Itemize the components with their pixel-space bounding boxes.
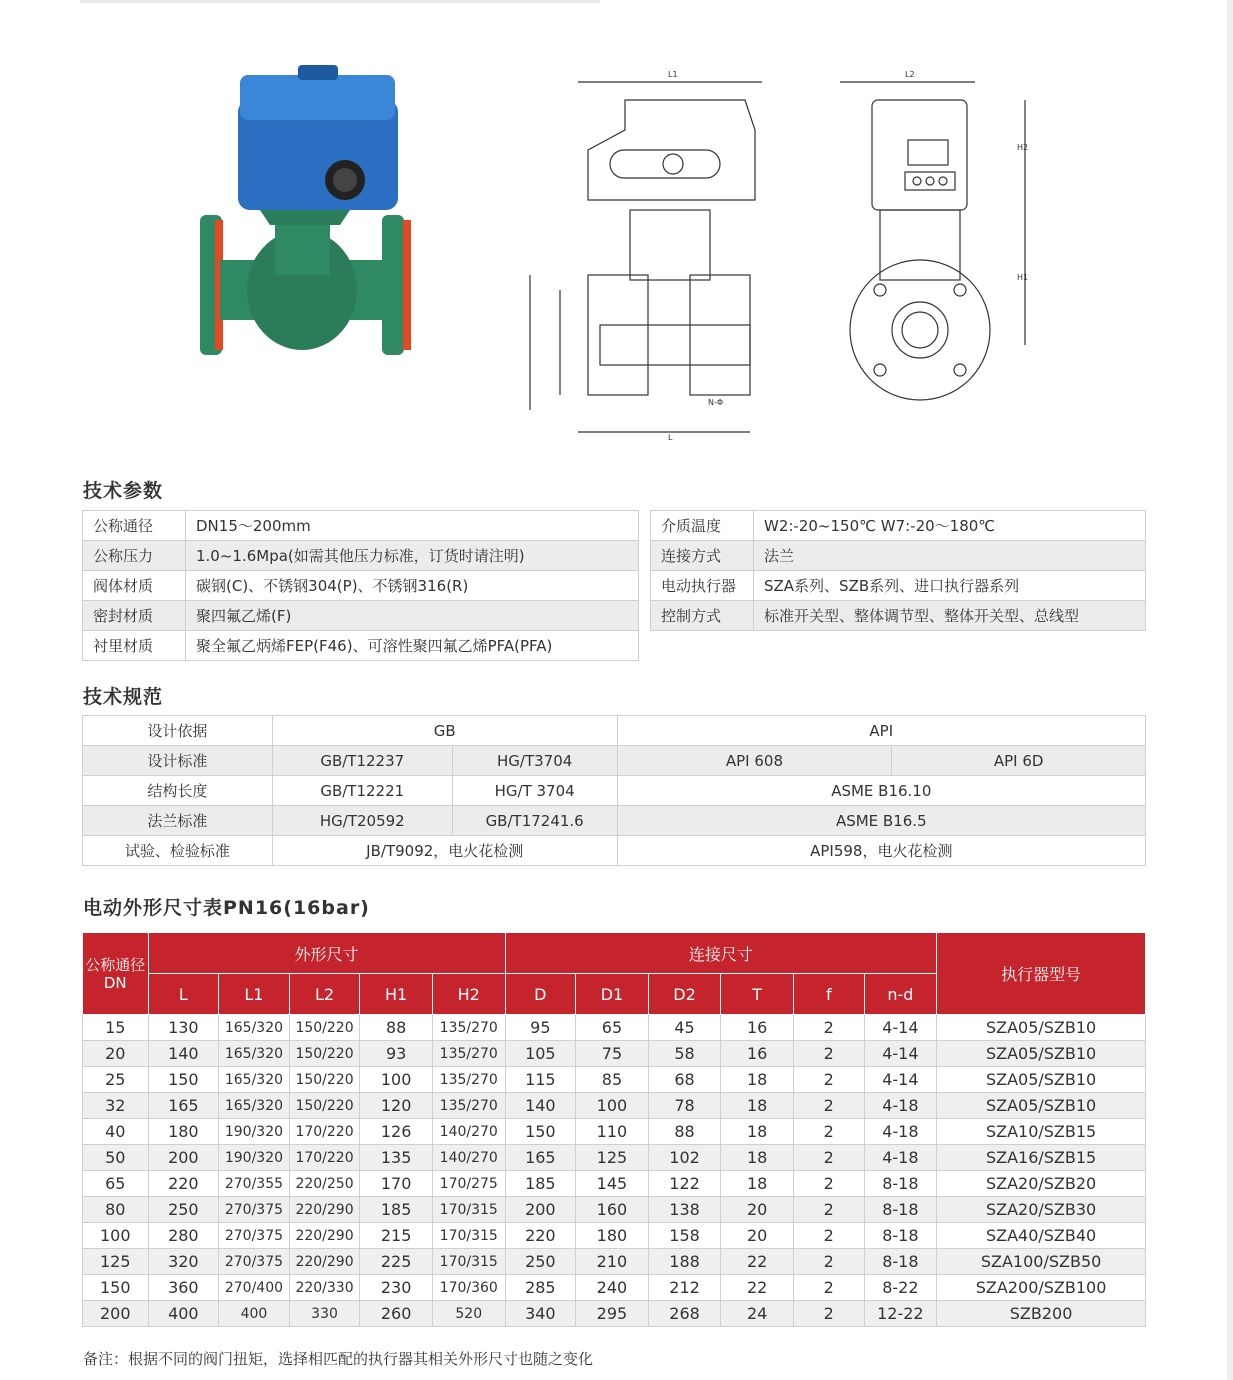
spec-key: 法兰标准: [83, 806, 273, 836]
table-cell: 16: [721, 1041, 794, 1067]
table-cell: 40: [83, 1119, 149, 1145]
table-cell: 170/275: [432, 1171, 505, 1197]
table-row: [83, 511, 639, 541]
table-cell: 4-18: [864, 1093, 937, 1119]
table-cell: 150/220: [289, 1015, 360, 1041]
table-cell: 18: [721, 1119, 794, 1145]
table-cell: 330: [289, 1301, 360, 1327]
table-cell: 150/220: [289, 1041, 360, 1067]
table-cell: 190/320: [219, 1119, 290, 1145]
table-cell: 4-18: [864, 1145, 937, 1171]
header-col: f: [793, 974, 864, 1015]
table-cell: 135/270: [432, 1067, 505, 1093]
table-cell: 4-14: [864, 1067, 937, 1093]
table-row: [83, 1275, 1146, 1301]
table-cell: 180: [148, 1119, 219, 1145]
table-row: [651, 541, 1146, 571]
spec-api: API 608: [617, 746, 892, 776]
table-cell: 360: [148, 1275, 219, 1301]
table-row: [83, 746, 1146, 776]
param-key: 阀体材质: [83, 571, 186, 601]
table-cell: 18: [721, 1145, 794, 1171]
table-cell: 115: [505, 1067, 576, 1093]
table-cell: 120: [360, 1093, 433, 1119]
table-cell: 140/270: [432, 1119, 505, 1145]
table-cell: 240: [576, 1275, 649, 1301]
table-cell: 165: [505, 1145, 576, 1171]
table-cell: 220/290: [289, 1249, 360, 1275]
table-cell: 4-14: [864, 1015, 937, 1041]
section-title-dim-table: 电动外形尺寸表PN16(16bar): [83, 897, 370, 919]
tech-params-left-table: [82, 510, 639, 661]
table-cell: 268: [648, 1301, 721, 1327]
table-cell: 260: [360, 1301, 433, 1327]
spec-key: 设计依据: [83, 716, 273, 746]
section-title-tech-params: 技术参数: [83, 480, 164, 502]
param-value: DN15～200mm: [186, 511, 639, 541]
label-l2: L2: [905, 70, 915, 79]
table-cell: 170/315: [432, 1197, 505, 1223]
table-row: [83, 1093, 1146, 1119]
table-cell: 122: [648, 1171, 721, 1197]
table-cell: 110: [576, 1119, 649, 1145]
table-cell: 180: [576, 1223, 649, 1249]
table-cell: 2: [793, 1015, 864, 1041]
table-cell: 135/270: [432, 1093, 505, 1119]
table-cell: 280: [148, 1223, 219, 1249]
table-cell: 2: [793, 1197, 864, 1223]
param-key: 衬里材质: [83, 631, 186, 661]
table-row: [83, 1197, 1146, 1223]
table-cell: 45: [648, 1015, 721, 1041]
table-cell: 95: [505, 1015, 576, 1041]
table-cell: 212: [648, 1275, 721, 1301]
table-cell: 8-18: [864, 1223, 937, 1249]
table-cell: 2: [793, 1275, 864, 1301]
spec-gb: HG/T 3704: [452, 776, 617, 806]
table-cell: 2: [793, 1119, 864, 1145]
table-cell: 138: [648, 1197, 721, 1223]
table-row: [83, 1119, 1146, 1145]
header-actuator: 执行器型号: [937, 933, 1146, 1015]
table-row: [83, 1145, 1146, 1171]
table-cell: 22: [721, 1249, 794, 1275]
table-cell: 88: [360, 1015, 433, 1041]
table-cell: 18: [721, 1067, 794, 1093]
table-cell: 8-18: [864, 1197, 937, 1223]
table-row: [83, 601, 639, 631]
header-col: n-d: [864, 974, 937, 1015]
spec-gb: GB: [272, 716, 617, 746]
tech-spec-table: [82, 715, 1146, 866]
header-col: L2: [289, 974, 360, 1015]
param-value: W2:-20~150℃ W7:-20～180℃: [754, 511, 1146, 541]
table-cell: 225: [360, 1249, 433, 1275]
table-cell: 135/270: [432, 1015, 505, 1041]
table-cell: 340: [505, 1301, 576, 1327]
table-cell: 100: [576, 1093, 649, 1119]
spec-key: 结构长度: [83, 776, 273, 806]
param-value: 聚四氟乙烯(F): [186, 601, 639, 631]
table-cell: 140: [505, 1093, 576, 1119]
table-row: [83, 836, 1146, 866]
table-cell: 16: [721, 1015, 794, 1041]
table-cell: 8-22: [864, 1275, 937, 1301]
table-cell: 75: [576, 1041, 649, 1067]
table-cell: SZA10/SZB15: [937, 1119, 1146, 1145]
side-drawing: [840, 70, 1028, 400]
table-cell: 158: [648, 1223, 721, 1249]
table-row: [83, 1223, 1146, 1249]
spec-api: API 6D: [892, 746, 1146, 776]
table-cell: 85: [576, 1067, 649, 1093]
table-cell: 285: [505, 1275, 576, 1301]
page-edge: [1227, 0, 1233, 1380]
param-key: 公称通径: [83, 511, 186, 541]
table-cell: 170: [360, 1171, 433, 1197]
param-key: 公称压力: [83, 541, 186, 571]
table-cell: 250: [148, 1197, 219, 1223]
table-cell: 140/270: [432, 1145, 505, 1171]
table-cell: 160: [576, 1197, 649, 1223]
table-cell: 2: [793, 1249, 864, 1275]
header-col: T: [721, 974, 794, 1015]
table-cell: 32: [83, 1093, 149, 1119]
tech-params-right-table: [650, 510, 1146, 631]
table-cell: 8-18: [864, 1249, 937, 1275]
table-cell: 22: [721, 1275, 794, 1301]
table-cell: 165/320: [219, 1041, 290, 1067]
spec-api: API: [617, 716, 1145, 746]
table-cell: 200: [148, 1145, 219, 1171]
table-cell: 170/220: [289, 1119, 360, 1145]
header-col: D: [505, 974, 576, 1015]
table-cell: 170/220: [289, 1145, 360, 1171]
table-cell: 320: [148, 1249, 219, 1275]
label-l1: L1: [668, 70, 678, 79]
table-cell: 24: [721, 1301, 794, 1327]
table-cell: 220: [505, 1223, 576, 1249]
table-row: [83, 1249, 1146, 1275]
table-cell: 400: [148, 1301, 219, 1327]
table-cell: 190/320: [219, 1145, 290, 1171]
table-row: [83, 806, 1146, 836]
table-cell: 135/270: [432, 1041, 505, 1067]
param-value: SZA系列、SZB系列、进口执行器系列: [754, 571, 1146, 601]
table-row: [83, 571, 639, 601]
spec-api: API598，电火花检测: [617, 836, 1145, 866]
param-value: 标准开关型、整体调节型、整体开关型、总线型: [754, 601, 1146, 631]
front-drawing: [530, 70, 762, 442]
table-cell: 20: [83, 1041, 149, 1067]
table-cell: 270/375: [219, 1249, 290, 1275]
spec-api: ASME B16.5: [617, 806, 1145, 836]
param-key: 控制方式: [651, 601, 754, 631]
table-row: [651, 511, 1146, 541]
table-cell: SZB200: [937, 1301, 1146, 1327]
spec-gb: GB/T12221: [272, 776, 452, 806]
table-cell: 125: [576, 1145, 649, 1171]
table-cell: SZA200/SZB100: [937, 1275, 1146, 1301]
header-col: D1: [576, 974, 649, 1015]
header-col: D2: [648, 974, 721, 1015]
table-cell: 88: [648, 1119, 721, 1145]
label-h1: H1: [1017, 273, 1029, 282]
table-row: [83, 1041, 1146, 1067]
table-cell: 185: [360, 1197, 433, 1223]
table-cell: 220/250: [289, 1171, 360, 1197]
header-col: H1: [360, 974, 433, 1015]
table-cell: 58: [648, 1041, 721, 1067]
table-cell: 65: [576, 1015, 649, 1041]
table-cell: 400: [219, 1301, 290, 1327]
table-cell: 165/320: [219, 1067, 290, 1093]
spec-gb: JB/T9092，电火花检测: [272, 836, 617, 866]
header-row: [83, 933, 1146, 974]
table-row: [83, 1171, 1146, 1197]
table-row: [83, 716, 1146, 746]
table-cell: 270/400: [219, 1275, 290, 1301]
table-cell: 150: [148, 1067, 219, 1093]
label-h2: H2: [1017, 143, 1029, 152]
table-cell: 150: [83, 1275, 149, 1301]
table-cell: 2: [793, 1171, 864, 1197]
table-cell: 78: [648, 1093, 721, 1119]
table-cell: 165: [148, 1093, 219, 1119]
valve-photo: [200, 65, 411, 355]
table-cell: SZA05/SZB10: [937, 1067, 1146, 1093]
table-cell: SZA20/SZB30: [937, 1197, 1146, 1223]
table-cell: 2: [793, 1067, 864, 1093]
table-cell: 50: [83, 1145, 149, 1171]
top-rule: [80, 0, 600, 3]
header-col: L1: [219, 974, 290, 1015]
table-cell: 215: [360, 1223, 433, 1249]
table-cell: SZA20/SZB20: [937, 1171, 1146, 1197]
param-key: 密封材质: [83, 601, 186, 631]
table-cell: SZA100/SZB50: [937, 1249, 1146, 1275]
table-cell: 125: [83, 1249, 149, 1275]
label-nd: N-Φ: [708, 398, 724, 407]
table-cell: 145: [576, 1171, 649, 1197]
table-cell: 126: [360, 1119, 433, 1145]
table-cell: 170/360: [432, 1275, 505, 1301]
table-cell: 210: [576, 1249, 649, 1275]
table-cell: 150/220: [289, 1067, 360, 1093]
table-cell: 130: [148, 1015, 219, 1041]
param-key: 电动执行器: [651, 571, 754, 601]
header-col: H2: [432, 974, 505, 1015]
spec-gb: GB/T12237: [272, 746, 452, 776]
table-row: [83, 1015, 1146, 1041]
table-cell: 188: [648, 1249, 721, 1275]
footnote: 备注：根据不同的阀门扭矩，选择相匹配的执行器其相关外形尺寸也随之变化: [83, 1350, 594, 1368]
table-cell: 170/315: [432, 1249, 505, 1275]
table-cell: 18: [721, 1171, 794, 1197]
header-outline: 外形尺寸: [148, 933, 505, 974]
table-cell: 200: [83, 1301, 149, 1327]
table-cell: 170/315: [432, 1223, 505, 1249]
table-row: [83, 541, 639, 571]
table-cell: 220/290: [289, 1223, 360, 1249]
table-cell: 4-14: [864, 1041, 937, 1067]
table-cell: 230: [360, 1275, 433, 1301]
table-cell: 2: [793, 1223, 864, 1249]
table-cell: 8-18: [864, 1171, 937, 1197]
param-value: 法兰: [754, 541, 1146, 571]
table-cell: 18: [721, 1093, 794, 1119]
table-cell: 20: [721, 1223, 794, 1249]
table-cell: 25: [83, 1067, 149, 1093]
param-key: 连接方式: [651, 541, 754, 571]
table-cell: 220/330: [289, 1275, 360, 1301]
table-row: [83, 631, 639, 661]
table-cell: 270/375: [219, 1197, 290, 1223]
param-value: 聚全氟乙炳烯FEP(F46)、可溶性聚四氟乙烯PFA(PFA): [186, 631, 639, 661]
table-cell: SZA05/SZB10: [937, 1093, 1146, 1119]
table-cell: 2: [793, 1093, 864, 1119]
table-row: [83, 1067, 1146, 1093]
header-dn: 公称通径DN: [83, 933, 149, 1015]
table-cell: 150/220: [289, 1093, 360, 1119]
table-row: [651, 601, 1146, 631]
header-col: L: [148, 974, 219, 1015]
table-cell: 270/355: [219, 1171, 290, 1197]
table-cell: 68: [648, 1067, 721, 1093]
spec-gb: GB/T17241.6: [452, 806, 617, 836]
table-row: [83, 776, 1146, 806]
param-value: 碳钢(C)、不锈钢304(P)、不锈钢316(R): [186, 571, 639, 601]
table-cell: 2: [793, 1145, 864, 1171]
param-key: 介质温度: [651, 511, 754, 541]
table-cell: 12-22: [864, 1301, 937, 1327]
label-l: L: [668, 433, 673, 442]
section-title-tech-spec: 技术规范: [83, 686, 164, 708]
table-cell: 15: [83, 1015, 149, 1041]
dimension-table-body: [83, 1015, 1146, 1327]
table-cell: 4-18: [864, 1119, 937, 1145]
table-cell: 220: [148, 1171, 219, 1197]
table-cell: 135: [360, 1145, 433, 1171]
spec-gb: HG/T3704: [452, 746, 617, 776]
table-cell: 185: [505, 1171, 576, 1197]
table-cell: 102: [648, 1145, 721, 1171]
table-cell: SZA05/SZB10: [937, 1041, 1146, 1067]
table-cell: 2: [793, 1041, 864, 1067]
table-cell: SZA16/SZB15: [937, 1145, 1146, 1171]
table-cell: 80: [83, 1197, 149, 1223]
table-cell: 220/290: [289, 1197, 360, 1223]
table-cell: SZA05/SZB10: [937, 1015, 1146, 1041]
table-cell: 65: [83, 1171, 149, 1197]
spec-gb: HG/T20592: [272, 806, 452, 836]
table-cell: 520: [432, 1301, 505, 1327]
table-cell: 295: [576, 1301, 649, 1327]
spec-api: ASME B16.10: [617, 776, 1145, 806]
table-cell: 100: [360, 1067, 433, 1093]
table-cell: 200: [505, 1197, 576, 1223]
table-cell: 270/375: [219, 1223, 290, 1249]
table-row: [651, 571, 1146, 601]
table-cell: 20: [721, 1197, 794, 1223]
table-row: [83, 1301, 1146, 1327]
table-cell: 93: [360, 1041, 433, 1067]
param-value: 1.0~1.6Mpa(如需其他压力标准，订货时请注明): [186, 541, 639, 571]
table-cell: 150: [505, 1119, 576, 1145]
table-cell: 250: [505, 1249, 576, 1275]
table-cell: 100: [83, 1223, 149, 1249]
table-cell: 140: [148, 1041, 219, 1067]
table-cell: 165/320: [219, 1093, 290, 1119]
table-cell: 105: [505, 1041, 576, 1067]
valve-illustration: [180, 60, 1040, 450]
table-cell: SZA40/SZB40: [937, 1223, 1146, 1249]
spec-key: 设计标准: [83, 746, 273, 776]
table-cell: 165/320: [219, 1015, 290, 1041]
header-connect: 连接尺寸: [505, 933, 937, 974]
dimension-table: [82, 932, 1146, 1327]
spec-key: 试验、检验标准: [83, 836, 273, 866]
table-cell: 2: [793, 1301, 864, 1327]
